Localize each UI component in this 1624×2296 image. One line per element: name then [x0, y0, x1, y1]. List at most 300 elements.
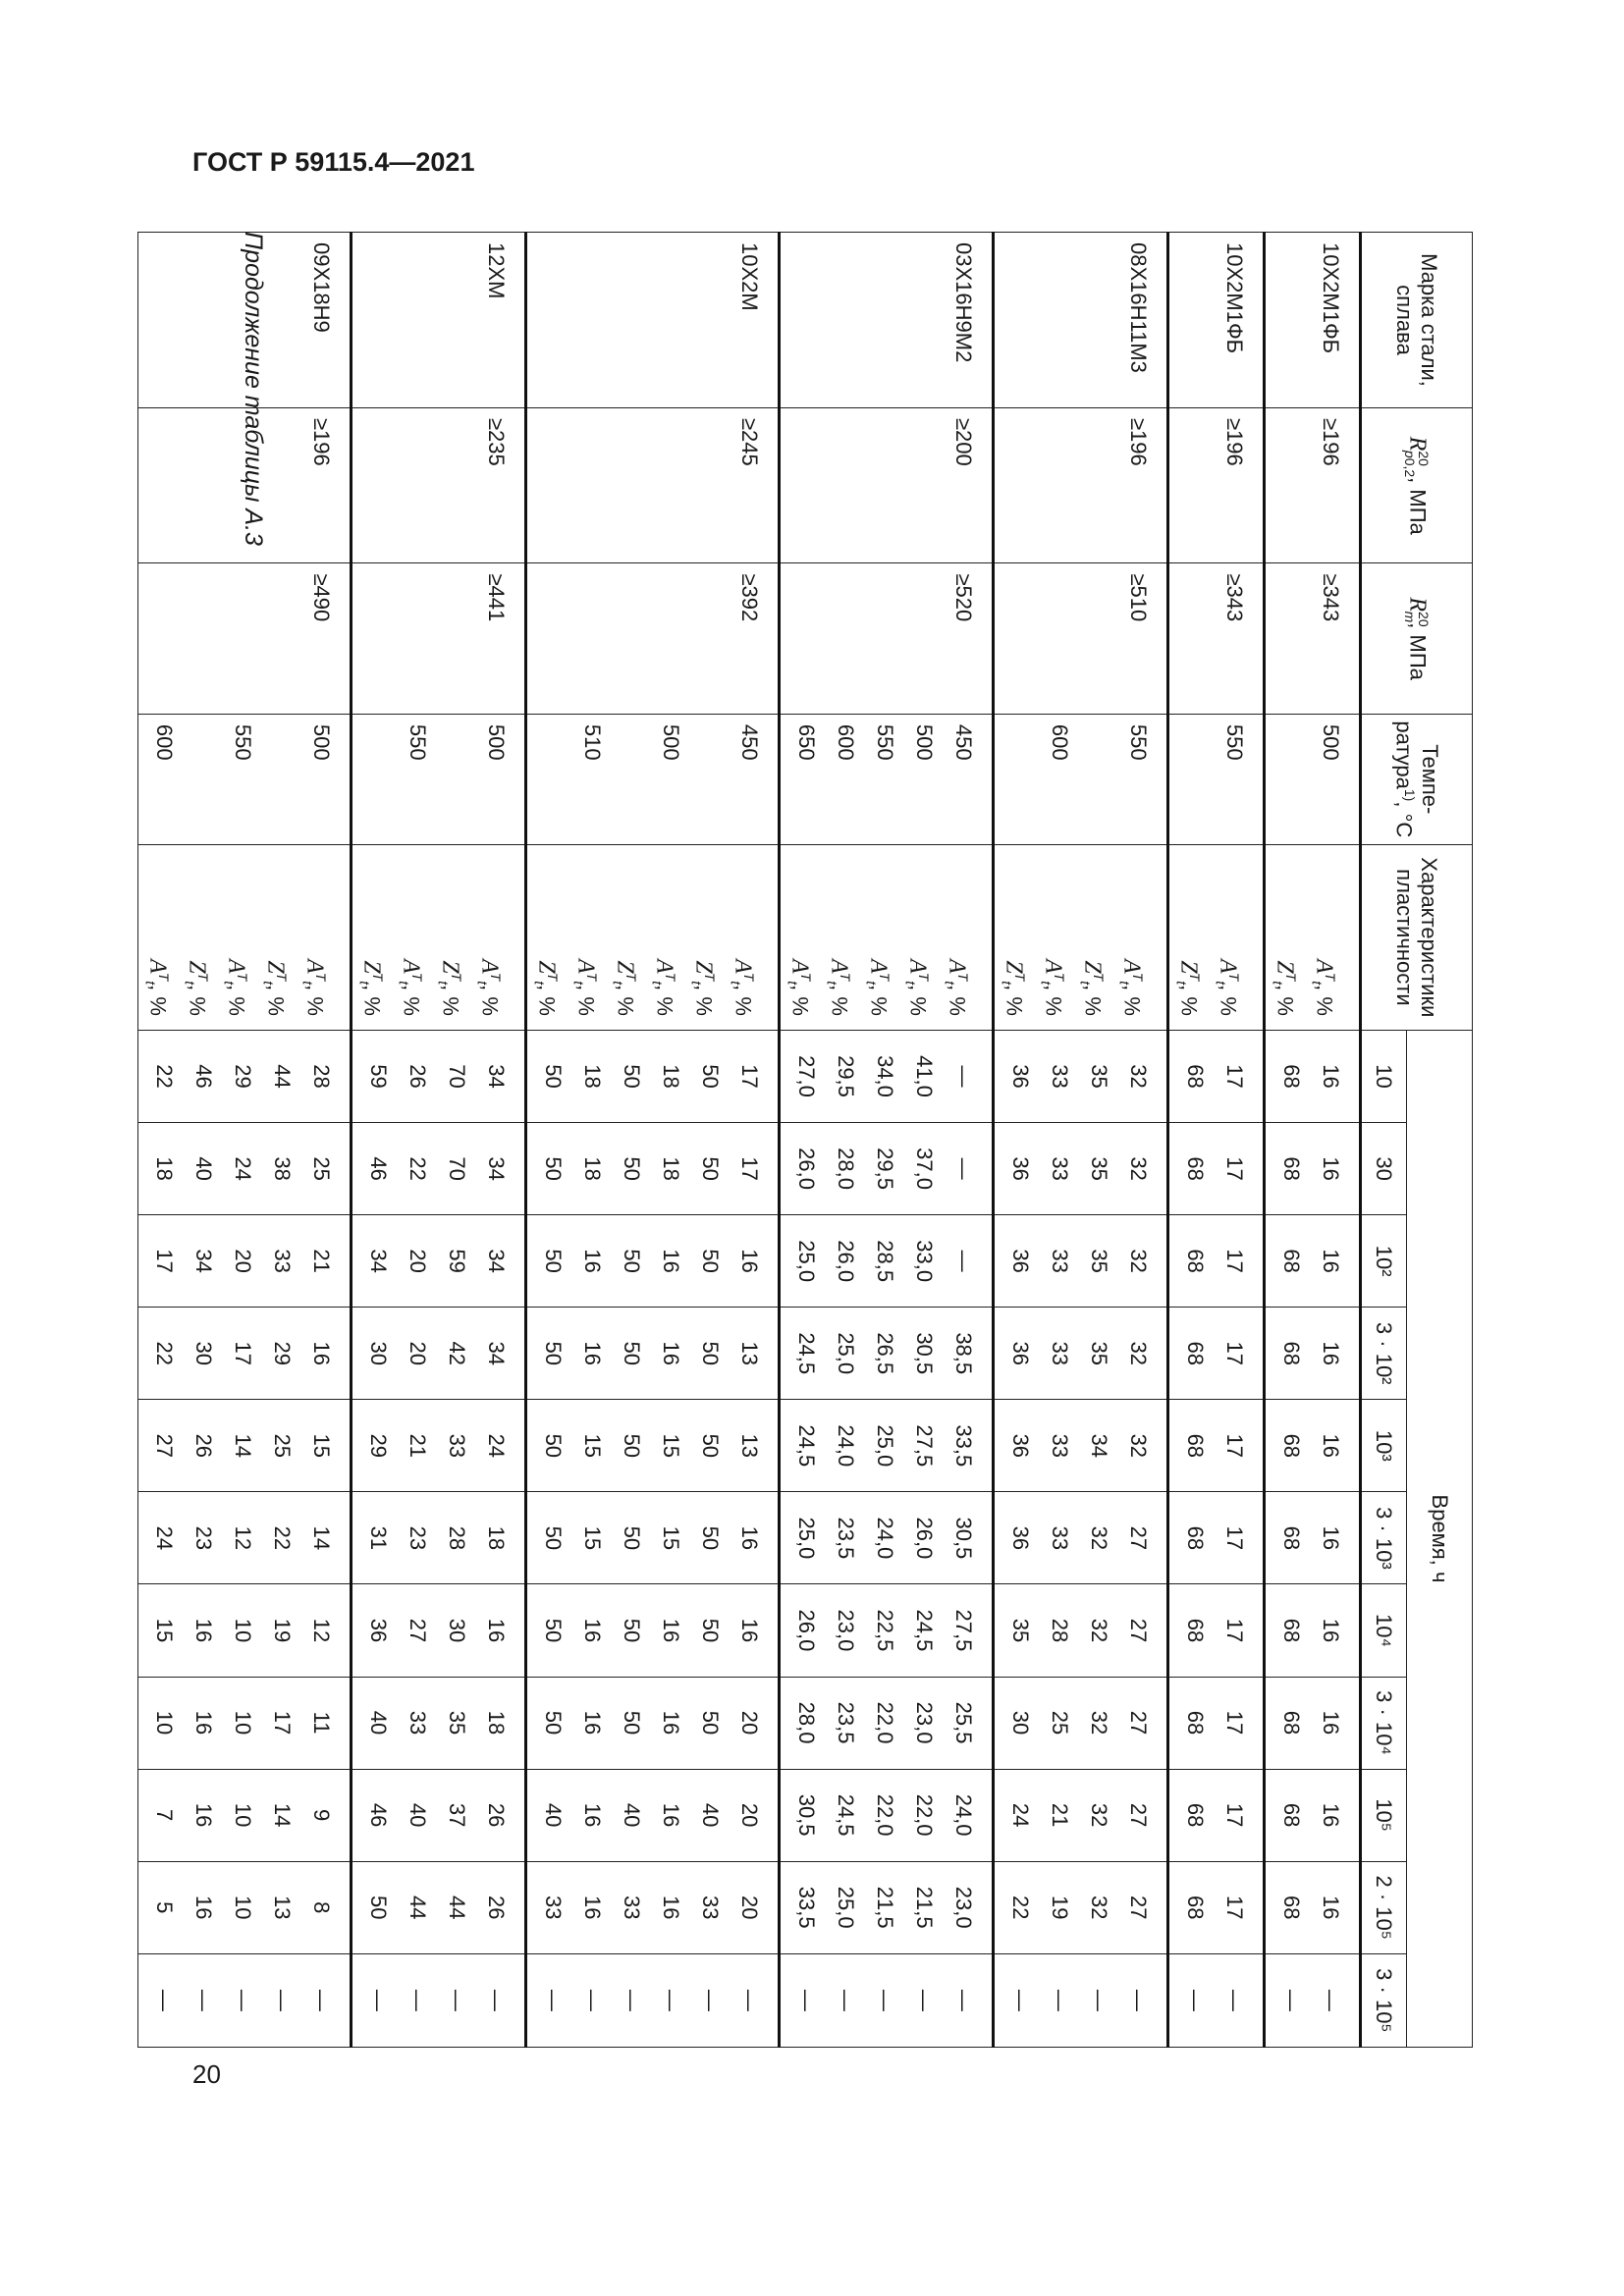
table-row — [1265, 233, 1361, 2048]
data-value: 50 — [620, 1156, 644, 1181]
rm-cell — [780, 563, 994, 714]
data-value: 40 — [366, 1710, 391, 1735]
data-value: 14 — [309, 1525, 334, 1551]
data-value: 26 — [406, 1064, 430, 1089]
data-value: 23 — [191, 1525, 216, 1551]
temperature-value: 550 — [231, 723, 255, 761]
data-value: 16 — [659, 1802, 683, 1828]
value-cell — [1265, 1308, 1361, 1400]
data-value: 33,0 — [912, 1240, 937, 1283]
data-value: 17 — [1222, 1895, 1247, 1920]
value-cell — [994, 1953, 1168, 2047]
value-cell — [526, 1400, 780, 1492]
data-value: 33 — [270, 1249, 295, 1273]
value-cell — [352, 1861, 526, 1953]
data-value: 34 — [1087, 1433, 1111, 1459]
value-cell — [994, 1861, 1168, 1953]
value-cell — [780, 1861, 994, 1953]
data-value: 19 — [1048, 1895, 1072, 1920]
data-value: 36 — [1008, 1341, 1033, 1365]
data-value: 33 — [1048, 1525, 1072, 1551]
value-cell — [352, 1677, 526, 1769]
yield-strength: ≥200 — [951, 417, 976, 466]
temperature-value: 500 — [659, 723, 683, 761]
data-value: 68 — [1183, 1249, 1208, 1273]
data-value: 68 — [1279, 1525, 1304, 1551]
data-value: 68 — [1183, 1802, 1208, 1828]
data-value: 12 — [309, 1618, 334, 1643]
data-value: 32 — [1087, 1802, 1111, 1828]
data-value: 25,0 — [834, 1886, 858, 1929]
plasticity-characteristic: $A^T_t$, % — [824, 959, 853, 1016]
data-value: 32 — [1126, 1249, 1151, 1273]
rm-cell — [352, 563, 526, 714]
data-value: 28,5 — [873, 1240, 897, 1283]
data-value: 34 — [484, 1156, 509, 1181]
data-value: 30 — [191, 1341, 216, 1365]
data-value: 30,5 — [912, 1332, 937, 1375]
data-value: — — [270, 1989, 295, 2011]
value-cell — [526, 1584, 780, 1677]
data-value: 16 — [309, 1341, 334, 1365]
header-temp-unit: , °С — [1391, 801, 1417, 838]
data-value: 33 — [445, 1433, 469, 1459]
value-cell — [780, 1308, 994, 1400]
time-header-cell: 10³ — [1361, 1400, 1407, 1492]
data-value: — — [1008, 1989, 1033, 2011]
time-header-cell: 3 · 10⁴ — [1361, 1677, 1407, 1769]
plasticity-characteristic: $Z^T_t$, % — [1173, 960, 1203, 1016]
data-value: — — [659, 1989, 683, 2011]
data-value: 16 — [580, 1895, 605, 1920]
rp02-cell — [526, 407, 780, 563]
data-value: 34 — [191, 1249, 216, 1273]
data-value: 16 — [1319, 1156, 1343, 1181]
data-value: 25,0 — [873, 1424, 897, 1468]
data-value: 44 — [445, 1895, 469, 1920]
table-row — [1168, 233, 1265, 2048]
value-cell — [994, 1215, 1168, 1308]
value-cell — [526, 1215, 780, 1308]
data-value: 44 — [406, 1895, 430, 1920]
data-value: — — [1048, 1989, 1072, 2011]
data-value: 70 — [445, 1064, 469, 1089]
data-value: 28 — [1048, 1618, 1072, 1643]
data-value: 26 — [484, 1802, 509, 1828]
data-value: — — [951, 1065, 976, 1088]
header-rp02-unit: , МПа — [1405, 477, 1431, 535]
data-value: 27 — [406, 1618, 430, 1643]
data-value: 68 — [1279, 1802, 1304, 1828]
data-value: 10 — [231, 1895, 255, 1920]
data-value: 59 — [366, 1064, 391, 1089]
header-grade: Марка стали, сплава — [1361, 233, 1473, 408]
grade-cell — [526, 233, 780, 408]
data-value: 16 — [737, 1525, 762, 1551]
data-value: 34,0 — [873, 1055, 897, 1097]
data-value: — — [873, 1989, 897, 2011]
data-value: 17 — [231, 1341, 255, 1365]
data-value: 50 — [698, 1525, 723, 1551]
plasticity-characteristic: $A^T_t$, % — [570, 959, 600, 1016]
plasticity-characteristic: $Z^T_t$, % — [999, 960, 1028, 1016]
value-cell — [1168, 1308, 1265, 1400]
yield-strength: ≥245 — [737, 417, 762, 466]
data-value: 40 — [541, 1802, 566, 1828]
data-value: 22,0 — [873, 1793, 897, 1837]
data-value: 24,5 — [834, 1793, 858, 1837]
value-cell — [1265, 1769, 1361, 1861]
plasticity-characteristic: $Z^T_t$, % — [182, 960, 211, 1016]
tensile-strength: ≥441 — [484, 573, 509, 622]
grade-cell — [1265, 233, 1361, 408]
data-value: 38,5 — [951, 1332, 976, 1375]
data-value: 28,0 — [794, 1701, 819, 1744]
data-value: 21 — [1048, 1802, 1072, 1828]
data-value: 35 — [445, 1710, 469, 1735]
data-value: 24 — [231, 1156, 255, 1181]
data-value: 24 — [152, 1525, 177, 1551]
data-value: — — [191, 1989, 216, 2011]
time-header-cell: 2 · 10⁵ — [1361, 1861, 1407, 1953]
data-value: 50 — [620, 1249, 644, 1273]
data-value: 16 — [659, 1895, 683, 1920]
plasticity-characteristic: $Z^T_t$, % — [1270, 960, 1299, 1016]
temperature-value: 550 — [1222, 723, 1247, 761]
tensile-strength: ≥490 — [309, 573, 334, 622]
data-value: 18 — [484, 1525, 509, 1551]
data-value: 20 — [406, 1249, 430, 1273]
data-value: 36 — [1008, 1064, 1033, 1089]
value-cell — [1168, 1400, 1265, 1492]
data-value: 33 — [698, 1895, 723, 1920]
plasticity-characteristic: $Z^T_t$, % — [260, 960, 290, 1016]
steel-grade: 12ХМ — [484, 242, 509, 299]
temperature-cell — [780, 714, 994, 844]
data-value: 10 — [231, 1618, 255, 1643]
value-cell — [1168, 1492, 1265, 1584]
data-value: 12 — [231, 1525, 255, 1551]
data-value: 32 — [1087, 1895, 1111, 1920]
value-cell — [994, 1308, 1168, 1400]
yield-strength: ≥196 — [1319, 417, 1343, 466]
data-value: 68 — [1279, 1433, 1304, 1459]
data-value: 17 — [270, 1710, 295, 1735]
data-value: 33 — [1048, 1064, 1072, 1089]
data-value: 32 — [1087, 1618, 1111, 1643]
data-value: 29,5 — [873, 1148, 897, 1190]
temperature-value: 450 — [951, 723, 976, 761]
value-cell — [526, 1492, 780, 1584]
data-value: 17 — [1222, 1433, 1247, 1459]
data-value: 68 — [1183, 1064, 1208, 1089]
yield-strength: ≥196 — [1126, 417, 1151, 466]
data-value: 26,5 — [873, 1332, 897, 1375]
data-value: 29 — [366, 1433, 391, 1459]
value-cell — [1168, 1123, 1265, 1215]
grade-cell — [994, 233, 1168, 408]
data-value: 50 — [366, 1895, 391, 1920]
data-value: 27,5 — [912, 1424, 937, 1468]
data-value: — — [580, 1989, 605, 2011]
rp02-cell — [994, 407, 1168, 563]
temperature-value: 600 — [152, 723, 177, 761]
rm-cell — [138, 563, 352, 714]
value-cell — [1265, 1677, 1361, 1769]
data-value: — — [1087, 1989, 1111, 2011]
data-value: 16 — [191, 1895, 216, 1920]
data-value: 24,5 — [794, 1424, 819, 1468]
data-value: 50 — [541, 1618, 566, 1643]
value-cell — [1168, 1677, 1265, 1769]
data-value: — — [541, 1989, 566, 2011]
temperature-value: 650 — [794, 723, 819, 761]
time-header-cell: 10² — [1361, 1215, 1407, 1308]
data-value: 50 — [698, 1064, 723, 1089]
data-value: 68 — [1279, 1618, 1304, 1643]
value-cell — [526, 1953, 780, 2047]
data-value: — — [620, 1989, 644, 2011]
data-value: 26 — [484, 1895, 509, 1920]
data-value: 36 — [366, 1618, 391, 1643]
grade-cell — [1168, 233, 1265, 408]
data-value: — — [484, 1989, 509, 2011]
plasticity-characteristic: $A^T_t$, % — [1116, 959, 1146, 1016]
header-rm-unit: , МПа — [1405, 622, 1431, 680]
data-value: 35 — [1008, 1618, 1033, 1643]
data-value: 23,5 — [834, 1517, 858, 1560]
data-value: 17 — [1222, 1156, 1247, 1181]
data-value: 18 — [659, 1064, 683, 1089]
steel-grade: 08Х16Н11М3 — [1126, 242, 1151, 373]
data-value: 50 — [620, 1341, 644, 1365]
data-value: 46 — [366, 1802, 391, 1828]
value-cell — [780, 1584, 994, 1677]
value-cell — [994, 1769, 1168, 1861]
data-value: 18 — [484, 1710, 509, 1735]
data-value: 29 — [231, 1064, 255, 1089]
data-value: 17 — [1222, 1525, 1247, 1551]
data-value: 33 — [1048, 1156, 1072, 1181]
data-value: 18 — [659, 1156, 683, 1181]
header-characteristics: Характеристики пластичности — [1361, 844, 1473, 1030]
data-value: 22 — [152, 1064, 177, 1089]
data-value: 16 — [580, 1710, 605, 1735]
value-cell — [526, 1123, 780, 1215]
data-value: 30,5 — [951, 1517, 976, 1560]
data-value: 36 — [1008, 1156, 1033, 1181]
temperature-value: 510 — [580, 723, 605, 761]
data-value: 27 — [152, 1433, 177, 1459]
data-value: 50 — [698, 1249, 723, 1273]
data-value: 32 — [1126, 1156, 1151, 1181]
plasticity-characteristic: $Z^T_t$, % — [610, 960, 639, 1016]
value-cell — [1168, 1861, 1265, 1953]
data-value: 35 — [1087, 1341, 1111, 1365]
data-value: 33 — [1048, 1341, 1072, 1365]
value-cell — [352, 1400, 526, 1492]
data-value: 21,5 — [873, 1886, 897, 1929]
data-value: 46 — [191, 1064, 216, 1089]
characteristics-cell — [994, 844, 1168, 1030]
tensile-strength: ≥392 — [737, 573, 762, 622]
data-value: 33 — [1048, 1433, 1072, 1459]
steel-grade: 10Х2М1ФБ — [1222, 242, 1247, 354]
data-value: 59 — [445, 1249, 469, 1273]
value-cell — [1265, 1953, 1361, 2047]
data-value: 30 — [1008, 1710, 1033, 1735]
data-value: 18 — [152, 1156, 177, 1181]
data-value: 68 — [1279, 1895, 1304, 1920]
value-cell — [1168, 1584, 1265, 1677]
data-value: 33,5 — [951, 1424, 976, 1468]
data-value: 26,0 — [912, 1517, 937, 1560]
data-value: 16 — [1319, 1618, 1343, 1643]
plasticity-characteristic: $Z^T_t$, % — [531, 960, 561, 1016]
value-cell — [138, 1861, 352, 1953]
data-value: 32 — [1126, 1341, 1151, 1365]
data-value: 16 — [191, 1618, 216, 1643]
data-value: 28,0 — [834, 1148, 858, 1190]
data-value: 9 — [309, 1808, 334, 1822]
data-value: 33 — [541, 1895, 566, 1920]
value-cell — [1265, 1584, 1361, 1677]
plasticity-characteristic: $A^T_t$, % — [863, 959, 893, 1016]
data-value: 8 — [309, 1901, 334, 1914]
data-value: 41,0 — [912, 1055, 937, 1097]
temperature-value: 600 — [834, 723, 858, 761]
data-value: 16 — [1319, 1433, 1343, 1459]
data-value: 40 — [191, 1156, 216, 1181]
header-temp-label: Темпе-ратура — [1391, 721, 1442, 815]
yield-strength: ≥235 — [484, 417, 509, 466]
data-value: 18 — [580, 1064, 605, 1089]
data-value: 50 — [541, 1433, 566, 1459]
value-cell — [138, 1769, 352, 1861]
data-value: 68 — [1183, 1710, 1208, 1735]
value-cell — [1168, 1215, 1265, 1308]
data-value: 28 — [445, 1525, 469, 1551]
data-value: 50 — [541, 1525, 566, 1551]
value-cell — [138, 1953, 352, 2047]
data-value: 16 — [191, 1802, 216, 1828]
data-value: 50 — [698, 1156, 723, 1181]
table-row — [526, 233, 780, 2048]
data-value: 68 — [1279, 1341, 1304, 1365]
value-cell — [526, 1030, 780, 1122]
tensile-strength: ≥510 — [1126, 573, 1151, 622]
time-header-cell: 3 · 10⁵ — [1361, 1953, 1407, 2047]
value-cell — [352, 1769, 526, 1861]
temperature-value: 600 — [1048, 723, 1072, 761]
yield-strength: ≥196 — [1222, 417, 1247, 466]
data-value: 35 — [1087, 1249, 1111, 1273]
data-value: 24 — [484, 1433, 509, 1459]
characteristics-cell — [780, 844, 994, 1030]
value-cell — [1168, 1030, 1265, 1122]
rm-cell — [1265, 563, 1361, 714]
tensile-strength: ≥343 — [1222, 573, 1247, 622]
data-value: 29 — [270, 1341, 295, 1365]
data-value: 7 — [152, 1808, 177, 1822]
data-value: 50 — [541, 1249, 566, 1273]
data-value: 27,5 — [951, 1609, 976, 1652]
header-temperature — [1361, 714, 1473, 844]
value-cell — [780, 1677, 994, 1769]
data-value: 37,0 — [912, 1148, 937, 1190]
value-cell — [138, 1308, 352, 1400]
data-value: 16 — [737, 1618, 762, 1643]
data-value: 10 — [231, 1710, 255, 1735]
data-value: 50 — [620, 1618, 644, 1643]
data-value: 30 — [366, 1341, 391, 1365]
temperature-cell — [526, 714, 780, 844]
data-value: 25 — [1048, 1710, 1072, 1735]
data-value: 25,0 — [794, 1517, 819, 1560]
time-header-cell: 3 · 10² — [1361, 1308, 1407, 1400]
data-value: — — [1183, 1989, 1208, 2011]
data-value: 16 — [580, 1341, 605, 1365]
plasticity-characteristic: $A^T_t$, % — [299, 959, 329, 1016]
data-value: 18 — [580, 1156, 605, 1181]
temperature-cell — [994, 714, 1168, 844]
value-cell — [994, 1584, 1168, 1677]
value-cell — [1265, 1400, 1361, 1492]
data-value: 26,0 — [794, 1609, 819, 1652]
data-value: 50 — [541, 1156, 566, 1181]
data-value: 16 — [580, 1618, 605, 1643]
value-cell — [1265, 1861, 1361, 1953]
data-value: 20 — [231, 1249, 255, 1273]
data-value: 32 — [1087, 1710, 1111, 1735]
data-value: 50 — [620, 1710, 644, 1735]
data-value: — — [1319, 1989, 1343, 2011]
data-value: 36 — [1008, 1525, 1033, 1551]
data-value: 68 — [1183, 1156, 1208, 1181]
value-cell — [1168, 1769, 1265, 1861]
data-value: 14 — [231, 1433, 255, 1459]
value-cell — [352, 1492, 526, 1584]
value-cell — [780, 1215, 994, 1308]
rm-cell — [994, 563, 1168, 714]
data-value: 32 — [1126, 1064, 1151, 1089]
time-header-cell: 10 — [1361, 1030, 1407, 1122]
table-caption: Продолжение таблицы А.3 — [240, 232, 267, 546]
data-value: 40 — [698, 1802, 723, 1828]
plasticity-characteristic: $Z^T_t$, % — [1077, 960, 1107, 1016]
data-value: 16 — [1319, 1249, 1343, 1273]
temperature-cell — [352, 714, 526, 844]
data-value: 13 — [737, 1341, 762, 1365]
rm-cell — [1168, 563, 1265, 714]
data-value: 16 — [659, 1341, 683, 1365]
data-value: 17 — [1222, 1710, 1247, 1735]
header-temp-footnote: 1) — [1401, 788, 1418, 802]
data-value: 34 — [484, 1249, 509, 1273]
temperature-value: 450 — [737, 723, 762, 761]
value-cell — [352, 1308, 526, 1400]
data-value: 16 — [580, 1802, 605, 1828]
data-value: — — [951, 1250, 976, 1272]
data-value: 33 — [1048, 1249, 1072, 1273]
data-value: — — [309, 1989, 334, 2011]
characteristics-cell — [526, 844, 780, 1030]
data-value: 16 — [1319, 1525, 1343, 1551]
value-cell — [138, 1492, 352, 1584]
data-value: 35 — [1087, 1156, 1111, 1181]
data-value: 50 — [541, 1064, 566, 1089]
value-cell — [994, 1123, 1168, 1215]
